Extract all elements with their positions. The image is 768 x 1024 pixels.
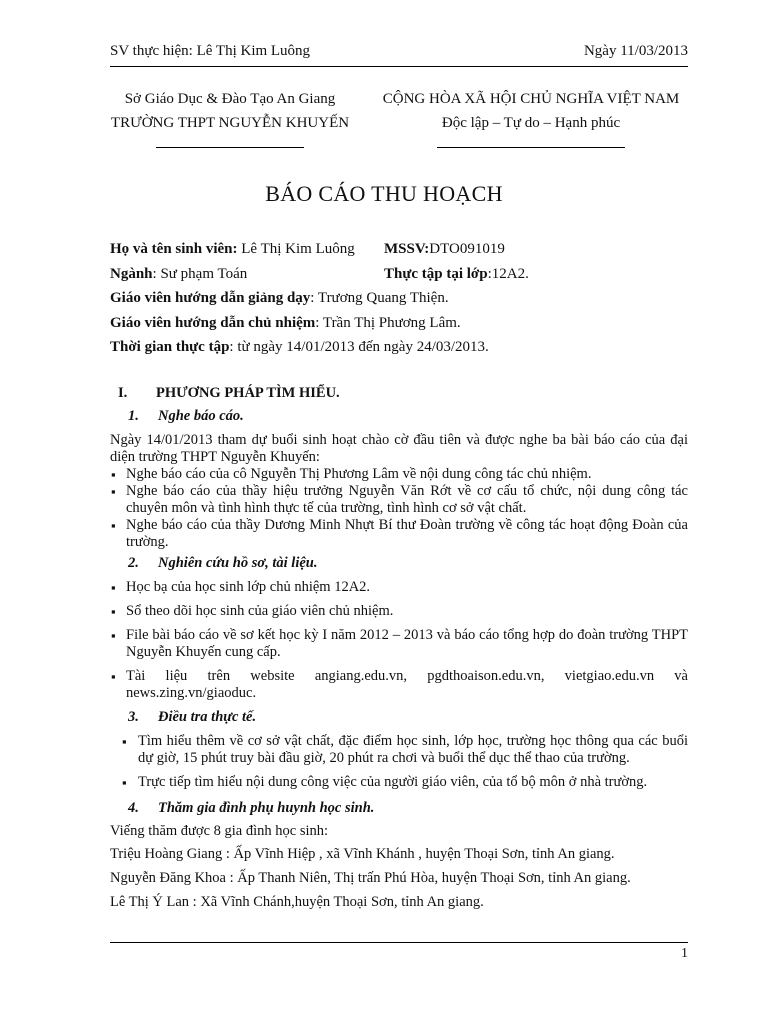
section-heading <box>118 382 688 404</box>
national-motto: Độc lập – Tự do – Hạnh phúc <box>441 115 621 131</box>
report-body <box>110 382 688 914</box>
subsection-number: 1. <box>128 408 139 424</box>
mssv-label: MSSV: <box>384 241 430 257</box>
class-value: :12A2. <box>487 265 529 282</box>
family-entry: Triệu Hoàng Giang : Ấp Vĩnh Hiệp , xã Vĩnh Khánh , huyện Thoại Sơn, tỉnh An giang. <box>110 846 615 862</box>
footer-rule <box>110 942 688 943</box>
homeroom-label: Giáo viên hướng dẫn chủ nhiệm <box>110 314 316 331</box>
list-item: ▪ File bài báo cáo về sơ kết học kỳ I năm 2012 – 2013 và báo cáo tổng hợp do đoàn trường THPT Nguyễn Khuyến cung cấp. <box>110 627 688 661</box>
info-row-major <box>110 262 688 287</box>
major-value: : Sư phạm Toán <box>152 265 248 282</box>
subsection-number: 4. <box>128 800 139 816</box>
header-date: Ngày 11/03/2013 <box>583 43 688 59</box>
student-info <box>110 237 688 360</box>
info-row-homeroom <box>110 311 688 336</box>
survey-list <box>110 733 688 791</box>
subsection-number: 2. <box>128 555 139 571</box>
subsection-heading-1 <box>128 404 688 428</box>
list-item: ▪ Nghe báo cáo của cô Nguyễn Thị Phương Lâm về nội dung công tác chủ nhiệm. <box>110 466 688 483</box>
list-item: ▪ Tài liệu trên website angiang.edu.vn, pgdthoaison.edu.vn, vietgiao.edu.vn và news.zing.vn/giaoduc. <box>110 668 688 702</box>
period-value: : từ ngày 14/01/2013 đến ngày 24/03/2013. <box>229 339 489 355</box>
page-header <box>110 43 688 60</box>
org-left-underline <box>156 147 304 148</box>
subsection-title: Thăm gia đình phụ huynh học sinh. <box>158 800 375 816</box>
subsection-title: Nghe báo cáo. <box>158 408 244 424</box>
info-row-name <box>110 237 688 262</box>
homeroom-value: : Trần Thị Phương Lâm. <box>315 314 461 331</box>
org-block-left <box>100 87 360 148</box>
document-list <box>110 579 688 702</box>
report-list <box>110 466 688 551</box>
subsection-title: Điều tra thực tế. <box>158 709 257 725</box>
header-rule <box>110 66 688 67</box>
list-item: ▪ Trực tiếp tìm hiểu nội dung công việc của người giáo viên, của tổ bộ môn ở nhà trường. <box>110 774 688 791</box>
mssv-value: DTO091019 <box>429 241 505 257</box>
subsection-title: Nghiên cứu hồ sơ, tài liệu. <box>158 555 318 571</box>
subsection-heading-3 <box>128 705 688 729</box>
list-item: ▪ Sổ theo dõi học sinh của giáo viên chủ nhiệm. <box>110 603 688 620</box>
org-right-underline <box>437 147 625 148</box>
section-title: PHƯƠNG PHÁP TÌM HIỂU. <box>156 385 340 401</box>
section-number: I. <box>118 385 128 401</box>
major-label: Ngành <box>110 265 153 282</box>
header-author: SV thực hiện: Lê Thị Kim Luông <box>110 43 311 59</box>
list-item: ▪ Nghe báo cáo của thầy hiệu trưởng Nguyễn Văn Rớt về cơ cấu tổ chức, nội dung công tác chuyên môn và tình hình thực tế của trường, tình hình cơ sở vật chất. <box>110 483 688 517</box>
paragraph-intro: Ngày 14/01/2013 tham dự buổi sinh hoạt chào cờ đầu tiên và được nghe ba bài báo cáo của đại diện trường THPT Nguyễn Khuyến: <box>110 432 688 465</box>
subsection-heading-4 <box>128 796 688 820</box>
name-label: Họ và tên sinh viên: <box>110 241 238 257</box>
family-entry: Nguyễn Đăng Khoa : Ấp Thanh Niên, Thị trấn Phú Hòa, huyện Thoại Sơn, tỉnh An giang. <box>110 870 631 886</box>
org-block-right <box>372 87 690 148</box>
paragraph-families-intro: Viếng thăm được 8 gia đình học sinh: <box>110 823 329 839</box>
student-name: Lê Thị Kim Luông <box>237 241 355 257</box>
subsection-number: 3. <box>128 709 139 725</box>
org-school: TRƯỜNG THPT NGUYỄN KHUYẾN <box>110 115 350 131</box>
info-row-period <box>110 335 688 360</box>
family-entry: Lê Thị Ý Lan : Xã Vĩnh Chánh,huyện Thoại Sơn, tỉnh An giang. <box>110 894 484 910</box>
info-row-teacher <box>110 286 688 311</box>
subsection-heading-2 <box>128 551 688 575</box>
list-item: ▪ Tìm hiểu thêm về cơ sở vật chất, đặc điểm học sinh, lớp học, trường học thông qua các buổi dự giờ, 15 phút truy bài đầu giờ, 20 phút ra chơi và buổi thể dục thể thao của trường. <box>110 733 688 767</box>
page-number: 1 <box>681 946 688 961</box>
national-title: CỘNG HÒA XÃ HỘI CHỦ NGHĨA VIỆT NAM <box>382 91 680 107</box>
list-item: ▪ Học bạ của học sinh lớp chủ nhiệm 12A2. <box>110 579 688 596</box>
class-label: Thực tập tại lớp <box>384 265 488 282</box>
list-item: ▪ Nghe báo cáo của thầy Dương Minh Nhựt Bí thư Đoàn trường về công tác hoạt động Đoàn của trường. <box>110 517 688 551</box>
teacher-value: : Trương Quang Thiện. <box>310 290 449 306</box>
teacher-label: Giáo viên hướng dẫn giảng dạy <box>110 290 311 306</box>
org-department: Sở Giáo Dục & Đào Tạo An Giang <box>124 91 336 107</box>
report-title: BÁO CÁO THU HOẠCH <box>265 181 503 206</box>
period-label: Thời gian thực tập <box>110 339 230 355</box>
